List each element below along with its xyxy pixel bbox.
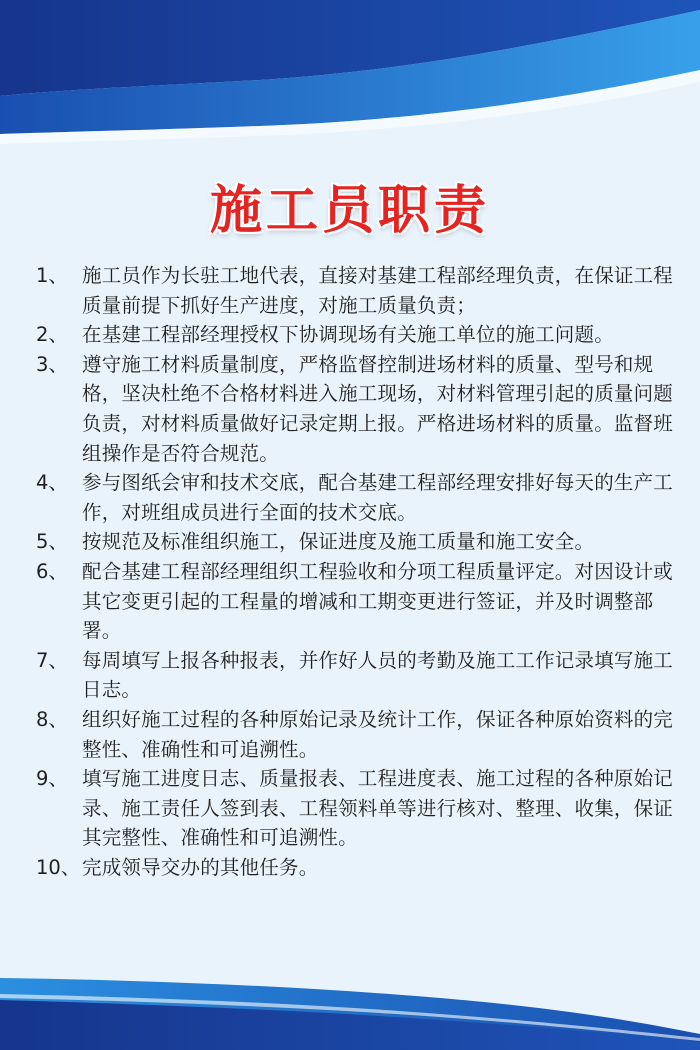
item-text: 在基建工程部经理授权下协调现场有关施工单位的施工问题。: [82, 323, 614, 347]
page-title: 施工员职责: [209, 181, 490, 241]
list-item: [36, 557, 686, 646]
item-text: 施工员作为长驻工地代表，直接对基建工程部经理负责，在保证工程质量前提下抓好生产进度，对施工质量负责；: [82, 264, 674, 317]
item-text: 配合基建工程部经理组织工程验收和分项工程质量评定。对因设计或其它变更引起的工程量的增减和工期变更进行签证，并及时调整部署。: [82, 559, 674, 643]
item-number: 6、: [36, 559, 68, 583]
item-number: 5、: [36, 530, 68, 554]
list-item: [36, 646, 686, 705]
duty-list: [36, 261, 686, 882]
item-number: 9、: [36, 767, 68, 791]
item-text: 遵守施工材料质量制度，严格监督控制进场材料的质量、型号和规格，坚决杜绝不合格材料进入施工现场，对材料管理引起的质量问题负责，对材料质量做好记录定期上报。严格进场材料的质量。监督班组操作是否符合规范。: [82, 352, 674, 465]
item-text: 填写施工进度日志、质量报表、工程进度表、施工过程的各种原始记录、施工责任人签到表、工程领料单等进行核对、整理、收集，保证其完整性、准确性和可追溯性。: [82, 767, 674, 850]
item-number: 2、: [36, 323, 68, 347]
top-wave-decoration: [0, 0, 700, 150]
item-number: 8、: [36, 707, 68, 731]
list-item: [36, 261, 686, 320]
item-text: 组织好施工过程的各种原始记录及统计工作，保证各种原始资料的完整性、准确性和可追溯性。: [82, 707, 674, 761]
list-item: [36, 350, 686, 468]
list-item: [36, 527, 686, 557]
item-number: 3、: [36, 352, 68, 376]
item-number: 10、: [36, 855, 81, 879]
item-number: 4、: [36, 471, 68, 495]
item-text: 参与图纸会审和技术交底，配合基建工程部经理安排好每天的生产工作，对班组成员进行全面的技术交底。: [82, 471, 674, 524]
list-item: [36, 764, 686, 853]
item-text: 完成领导交办的其他任务。: [82, 855, 319, 879]
list-item: [36, 853, 686, 883]
item-text: 每周填写上报各种报表，并作好人员的考勤及施工工作记录填写施工日志。: [82, 648, 674, 702]
item-number: 1、: [36, 264, 68, 287]
item-text: 按规范及标准组织施工，保证进度及施工质量和施工安全。: [82, 530, 595, 554]
list-item: [36, 320, 686, 350]
item-number: 7、: [36, 648, 68, 672]
list-item: [36, 705, 686, 764]
bottom-wave-decoration: [0, 970, 700, 1050]
list-item: [36, 468, 686, 527]
